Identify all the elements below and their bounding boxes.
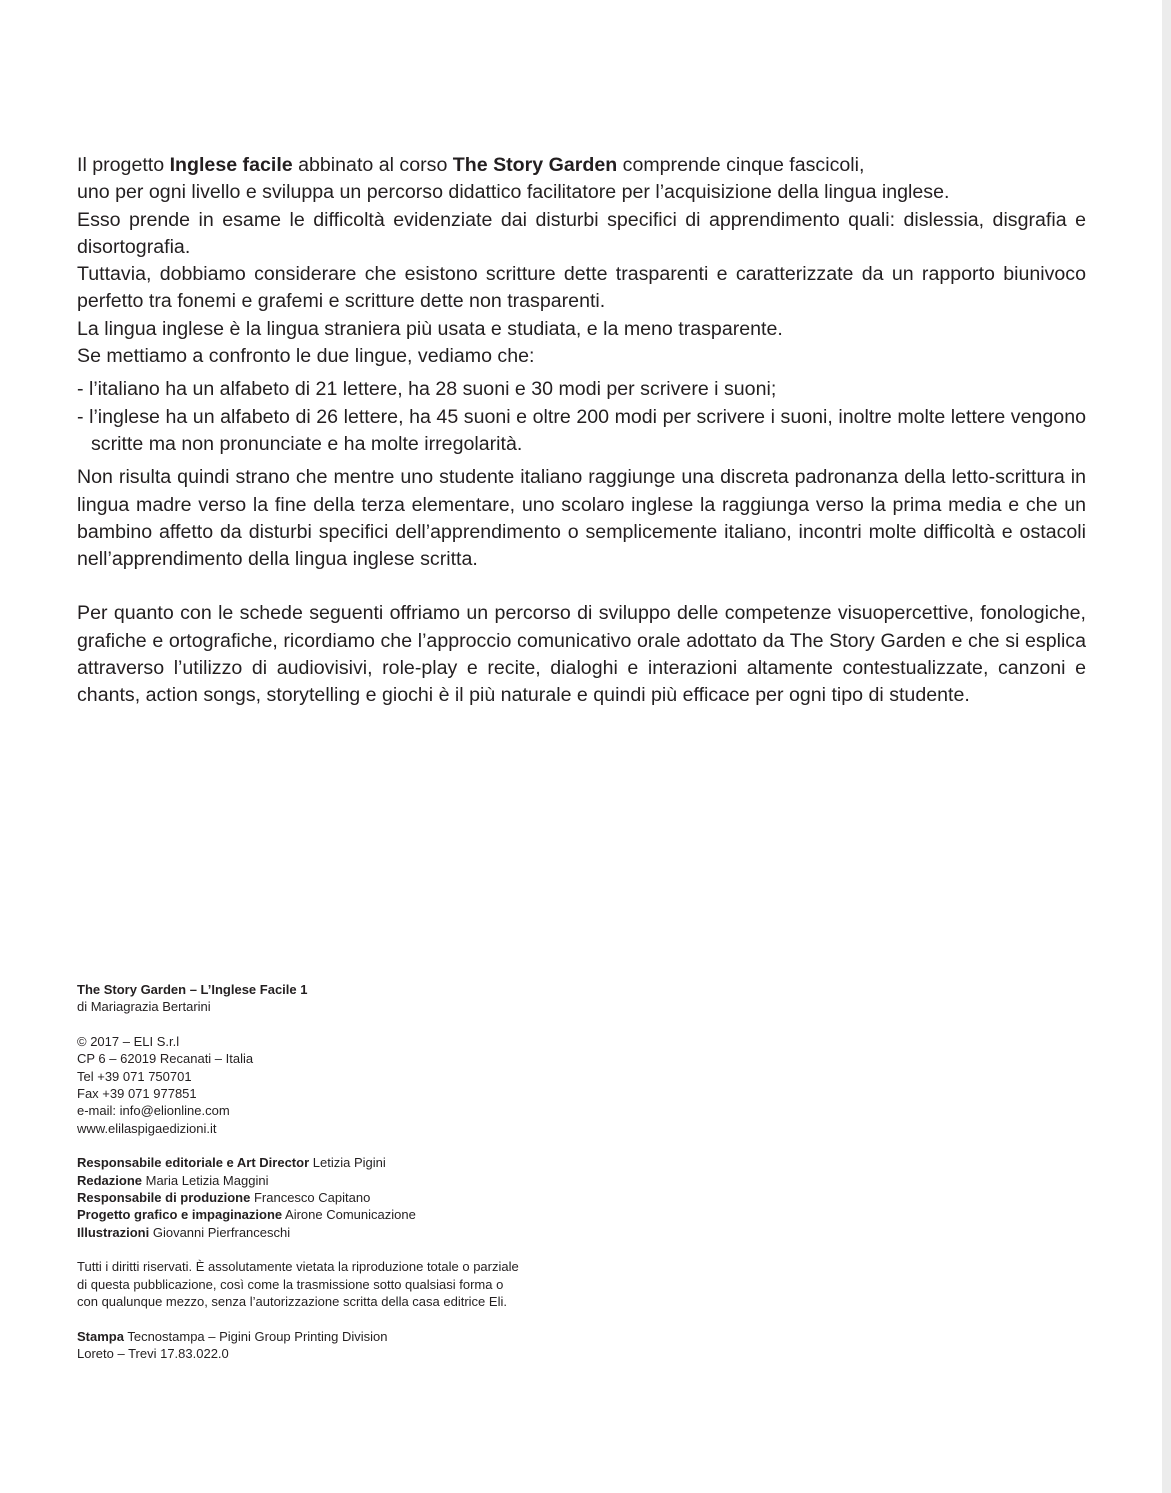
credit-role: Responsabile di produzione [77,1190,251,1206]
credit-line [77,1206,637,1223]
publisher-line: CP 6 – 62019 Recanati – Italia [77,1051,254,1067]
print-value: Tecnostampa – Pigini Group Printing Division [123,1328,388,1344]
intro-paragraph: Non risulta quindi strano che mentre uno studente italiano raggiunge una discreta padronanza della letto-scrittura in lingua madre verso la fine della terza elementare, uno scolaro inglese la raggiunga verso la prima media e che un bambino affetto da disturbi specifici dell’apprendimento o semplicemente italiano, incontri molte difficoltà e ostacoli nell’apprendimento della lingua inglese scritta. [77,466,1086,571]
rights-line: di questa pubblicazione, così come la trasmissione sotto qualsiasi forma o [77,1276,504,1292]
rights-line: con qualunque mezzo, senza l’autorizzazione scritta della casa editrice Eli. [77,1294,507,1310]
page-edge [1162,0,1171,1493]
publisher-email: e-mail: info@elionline.com [77,1103,230,1119]
publisher-website: www.elilaspigaedizioni.it [77,1120,217,1136]
credit-role: Responsabile editoriale e Art Director [77,1155,310,1171]
rights-block [77,1258,637,1310]
credit-line [77,1189,637,1206]
credit-name: Airone Comunicazione [282,1207,416,1223]
credit-line [77,1154,637,1171]
credit-role: Illustrazioni [77,1224,150,1240]
intro-line: Tuttavia, dobbiamo considerare che esistono scritture dette trasparenti e caratterizzate da un rapporto biunivoco perfetto tra fonemi e grafemi e scritture dette non trasparenti. [77,263,1086,313]
credit-line [77,1172,637,1189]
book-title: The Story Garden – L’Inglese Facile 1 [77,982,308,997]
list-item: - l’italiano ha un alfabeto di 21 lettere, ha 28 suoni e 30 modi per scrivere i suoni; [77,378,777,401]
print-block [77,1328,637,1363]
intro-line: La lingua inglese è la lingua straniera più usata e studiata, e la meno trasparente. [77,317,783,340]
publisher-line: Tel +39 071 750701 [77,1068,192,1084]
print-line: Loreto – Trevi 17.83.022.0 [77,1345,229,1361]
intro-line: Se mettiamo a confronto le due lingue, vediamo che: [77,345,535,368]
project-name: Inglese facile [169,154,293,176]
publisher-line: © 2017 – ELI S.r.l [77,1033,180,1049]
intro-text-run: abbinato al corso [292,154,453,176]
intro-line: uno per ogni livello e sviluppa un percorso didattico facilitatore per l’acquisizione della lingua inglese. [77,181,950,204]
list-item: - l’inglese ha un alfabeto di 26 lettere, ha 45 suoni e oltre 200 modi per scrivere i suoni, inoltre molte lettere vengono scritte ma non pronunciate e ha molte irregolarità. [77,405,1086,455]
course-name: The Story Garden [452,154,618,176]
publisher-block [77,1033,637,1137]
intro-line: Esso prende in esame le difficoltà evidenziate dai disturbi specifici di apprendimento quali: dislessia, disgrafia e disortografia. [77,208,1086,258]
comparison-list [77,376,1086,458]
print-line [77,1328,637,1345]
credit-name: Giovanni Pierfranceschi [149,1224,291,1240]
colophon [77,981,637,1362]
credit-name: Maria Letizia Maggini [142,1172,269,1188]
credits-block [77,1154,637,1241]
print-label: Stampa [77,1328,124,1344]
intro-text-run: Il progetto [77,154,170,176]
credit-name: Letizia Pigini [309,1155,386,1171]
credit-line [77,1224,637,1241]
rights-line: Tutti i diritti riservati. È assolutamente vietata la riproduzione totale o parziale [77,1259,519,1275]
intro-first-line [77,152,1086,179]
intro-paragraph: Per quanto con le schede seguenti offriamo un percorso di sviluppo delle competenze visuopercettive, fonologiche, grafiche e ortografiche, ricordiamo che l’approccio comunicativo orale adottato da The Story Garden e che si esplica attraverso l’utilizzo di audiovisivi, role-play e recite, dialoghi e interazioni altamente contestualizzate, canzoni e chants, action songs, storytelling e giochi è il più naturale e quindi più efficace per ogni tipo di studente. [77,602,1086,707]
intro-text-run: comprende cinque fascicoli, [617,154,865,176]
book-author: di Mariagrazia Bertarini [77,999,211,1015]
credit-name: Francesco Capitano [250,1190,371,1206]
colophon-title-block [77,981,637,1016]
credit-role: Progetto grafico e impaginazione [77,1207,283,1223]
intro-text [77,152,1086,710]
credit-role: Redazione [77,1172,143,1188]
publisher-line: Fax +39 071 977851 [77,1086,197,1102]
